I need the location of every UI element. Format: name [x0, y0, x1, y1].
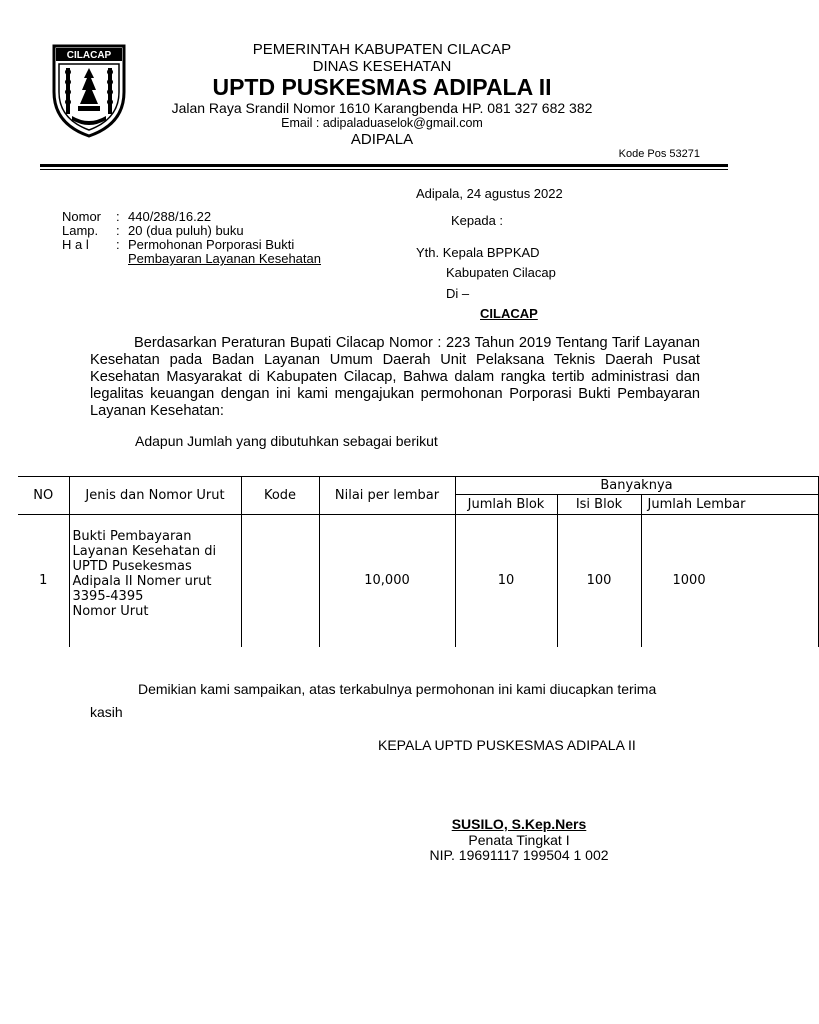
- table-intro: Adapun Jumlah yang dibutuhkan sebagai berikut: [135, 433, 438, 449]
- row-jenis-line: Bukti Pembayaran: [72, 529, 192, 544]
- header-jenis: Jenis dan Nomor Urut: [69, 477, 241, 515]
- signatory-nip: NIP. 19691117 199504 1 002: [429, 847, 609, 863]
- header-isi-blok: Isi Blok: [557, 495, 641, 515]
- row-jenis-line: Layanan Kesehatan di: [72, 544, 217, 559]
- department-name: DINAS KESEHATAN: [312, 58, 452, 75]
- nomor-label: Nomor: [62, 209, 102, 224]
- row-jumlah-lembar: 1000: [641, 515, 818, 647]
- shield-emblem-icon: [50, 42, 128, 138]
- header-kode: Kode: [241, 477, 319, 515]
- government-name: PEMERINTAH KABUPATEN CILACAP: [252, 41, 512, 58]
- closing-line1: Demikian kami sampaikan, atas terkabulnya permohonan ini kami diucapkan terima: [138, 681, 657, 697]
- lamp-colon: :: [116, 223, 120, 238]
- svg-text:CILACAP: CILACAP: [66, 50, 112, 61]
- recipient-di: Di –: [446, 286, 470, 301]
- row-jumlah-blok: 10: [455, 515, 557, 647]
- letter-date: Adipala, 24 agustus 2022: [416, 186, 563, 201]
- row-jenis-line: 3395-4395: [72, 589, 144, 604]
- nomor-colon: :: [116, 209, 120, 224]
- kepada-label: Kepada :: [451, 213, 504, 228]
- row-no: 1: [18, 515, 69, 647]
- row-jenis-line: UPTD Pusekesmas: [72, 559, 192, 574]
- letterhead-city: ADIPALA: [350, 131, 414, 148]
- hal-value-line1: Permohonan Porporasi Bukti: [128, 237, 295, 252]
- row-isi-blok: 100: [557, 515, 641, 647]
- row-nilai: 10,000: [319, 515, 455, 647]
- recipient-regency: Kabupaten Cilacap: [446, 265, 556, 280]
- items-table-container: [18, 476, 746, 648]
- letterhead-address: Jalan Raya Srandil Nomor 1610 Karangbenda HP. 081 327 682 382: [171, 100, 593, 116]
- row-jenis: [69, 515, 241, 647]
- recipient-city: CILACAP: [480, 306, 538, 321]
- items-table: [18, 476, 819, 647]
- table-row: [18, 515, 818, 647]
- cilacap-coat-of-arms-logo: [50, 42, 128, 138]
- hal-label: H a l: [62, 237, 89, 252]
- postcode: Kode Pos 53271: [618, 148, 700, 160]
- row-kode: [241, 515, 319, 647]
- row-jenis-line: Nomor Urut: [72, 604, 149, 619]
- lamp-label: Lamp.: [62, 223, 99, 238]
- header-jumlah-lembar: Jumlah Lembar: [641, 495, 818, 515]
- header-banyaknya: Banyaknya: [455, 477, 818, 495]
- letterhead-title: UPTD PUSKESMAS ADIPALA II: [212, 74, 552, 100]
- header-jumlah-blok: Jumlah Blok: [455, 495, 557, 515]
- header-nilai: Nilai per lembar: [319, 477, 455, 515]
- hal-colon: :: [116, 237, 120, 252]
- signatory-name: SUSILO, S.Kep.Ners: [451, 816, 587, 832]
- letterhead-email: Email : adipaladuaselok@gmail.com: [281, 116, 483, 130]
- lamp-value: 20 (dua puluh) buku: [128, 223, 244, 238]
- signatory-rank: Penata Tingkat I: [468, 832, 570, 848]
- letterhead-divider-thick: [40, 164, 728, 167]
- hal-value-line2: Pembayaran Layanan Kesehatan: [128, 251, 321, 266]
- signature-title: KEPALA UPTD PUSKESMAS ADIPALA II: [378, 737, 636, 753]
- header-no: NO: [18, 477, 69, 515]
- recipient-yth: Yth. Kepala BPPKAD: [416, 245, 540, 260]
- closing-line2: kasih: [90, 704, 123, 720]
- nomor-value: 440/288/16.22: [128, 209, 212, 224]
- row-jenis-line: Adipala II Nomer urut: [72, 574, 212, 589]
- letterhead-divider-thin: [40, 169, 728, 170]
- body-paragraph: Berdasarkan Peraturan Bupati Cilacap Nomor : 223 Tahun 2019 Tentang Tarif Layanan Kesehatan pada Badan Layanan Umum Daerah Unit Pelaksana Teknis Daerah Pusat Kesehatan Masyarakat di Kabupaten Cilacap, Bahwa dalam rangka tertib administrasi dan legalitas keuangan dengan ini kami mengajukan permohonan Porporasi Bukti Pembayaran Layanan Kesehatan:: [90, 335, 700, 419]
